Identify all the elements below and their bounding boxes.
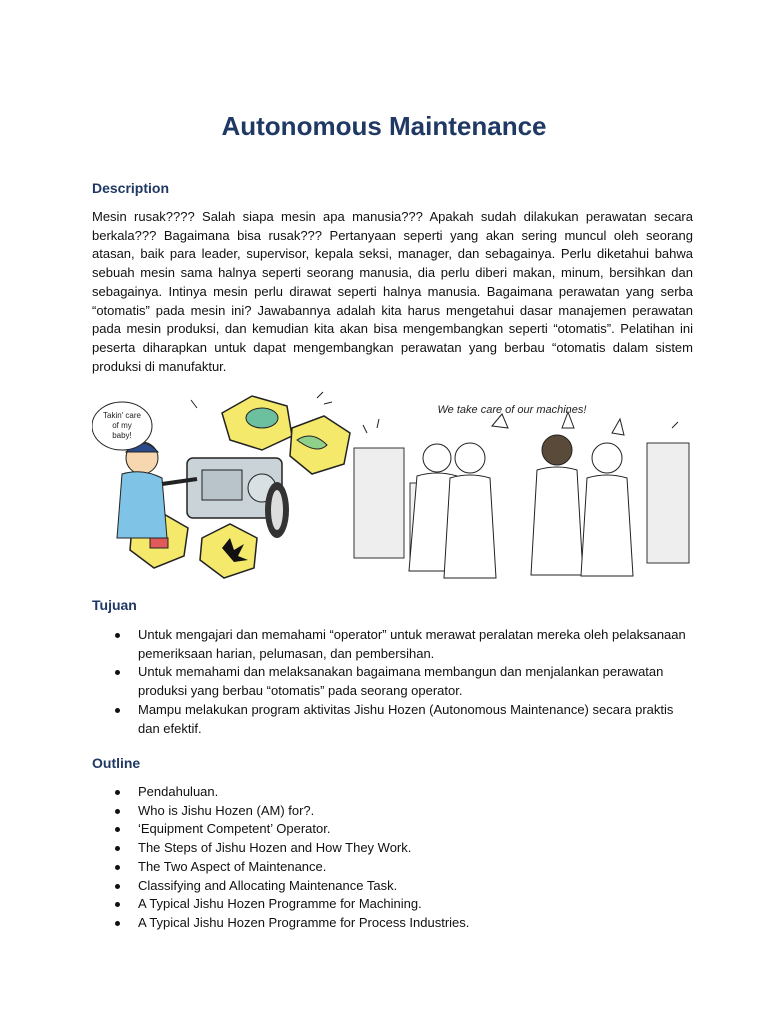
list-item: Untuk mengajari dan memahami “operator” untuk merawat peralatan mereka oleh pelaksanaan pemeriksaan harian, pelumasan, dan pembersihan. [115,626,695,663]
bullet-icon [115,902,120,907]
maintenance-illustration [92,388,692,583]
list-item: The Steps of Jishu Hozen and How They Work. [115,839,695,858]
tujuan-list [115,626,695,738]
bullet-icon [115,708,120,713]
list-item: A Typical Jishu Hozen Programme for Machining. [115,895,695,914]
list-item: A Typical Jishu Hozen Programme for Process Industries. [115,914,695,933]
bullet-icon [115,921,120,926]
list-item: Classifying and Allocating Maintenance Task. [115,877,695,896]
speech-bubble [92,402,152,450]
bullet-icon [115,865,120,870]
outline-heading: Outline [92,755,141,771]
bullet-icon [115,790,120,795]
description-text: Mesin rusak???? Salah siapa mesin apa manusia??? Apakah sudah dilakukan perawatan secara berkala??? Bagaimana bisa rusak??? Pertanyaan seperti yang akan sering muncul oleh seorang atasan, baik para leader, supervisor, kepala seksi, manager, dan sebagainya. Perlu diketahui bahwa sebuah mesin sama halnya seperti seorang manusia, dia perlu diberi makan, minum, bersihkan dan sebagainya. Intinya mesin perlu dirawat seperti halnya manusia. Bagaimana perawatan yang serba “otomatis” pada mesin ini? Jawabannya adalah kita harus mengetahui dasar manajemen perawatan pada mesin produksi, dan kemudian kita akan bisa mengembangkan seperti “otomatis”. Pelatihan ini peserta diharapkan untuk dapat mengembangkan perawatan yang berbau “otomatis dalam sistem produksi di manufaktur. [92,209,693,374]
page-title: Autonomous Maintenance [221,111,547,141]
svg-text:We take care of our machines!: We take care of our machines! [437,404,587,416]
bullet-icon [115,670,120,675]
description-heading: Description [92,180,170,196]
list-item: Untuk memahami dan melaksanakan bagaimana membangun dan menjalankan perawatan produksi yang berbau “otomatis” pada seorang operator. [115,663,695,700]
list-item: The Two Aspect of Maintenance. [115,858,695,877]
svg-text:Takin' care: Takin' care [103,411,141,420]
workers-team-cartoon [354,404,689,578]
bullet-icon [115,827,120,832]
list-item: Mampu melakukan program aktivitas Jishu Hozen (Autonomous Maintenance) secara praktis dan efektif. [115,701,695,738]
bullet-icon [115,846,120,851]
bullet-icon [115,809,120,814]
bullet-icon [115,884,120,889]
outline-list [115,783,695,933]
bullet-icon [115,633,120,638]
operator-machine-cartoon [117,392,350,578]
list-item: Who is Jishu Hozen (AM) for?. [115,802,695,821]
svg-text:of my: of my [112,421,132,430]
list-item: Pendahuluan. [115,783,695,802]
tujuan-heading: Tujuan [92,597,137,613]
svg-text:baby!: baby! [112,431,132,440]
list-item: ‘Equipment Competent’ Operator. [115,820,695,839]
